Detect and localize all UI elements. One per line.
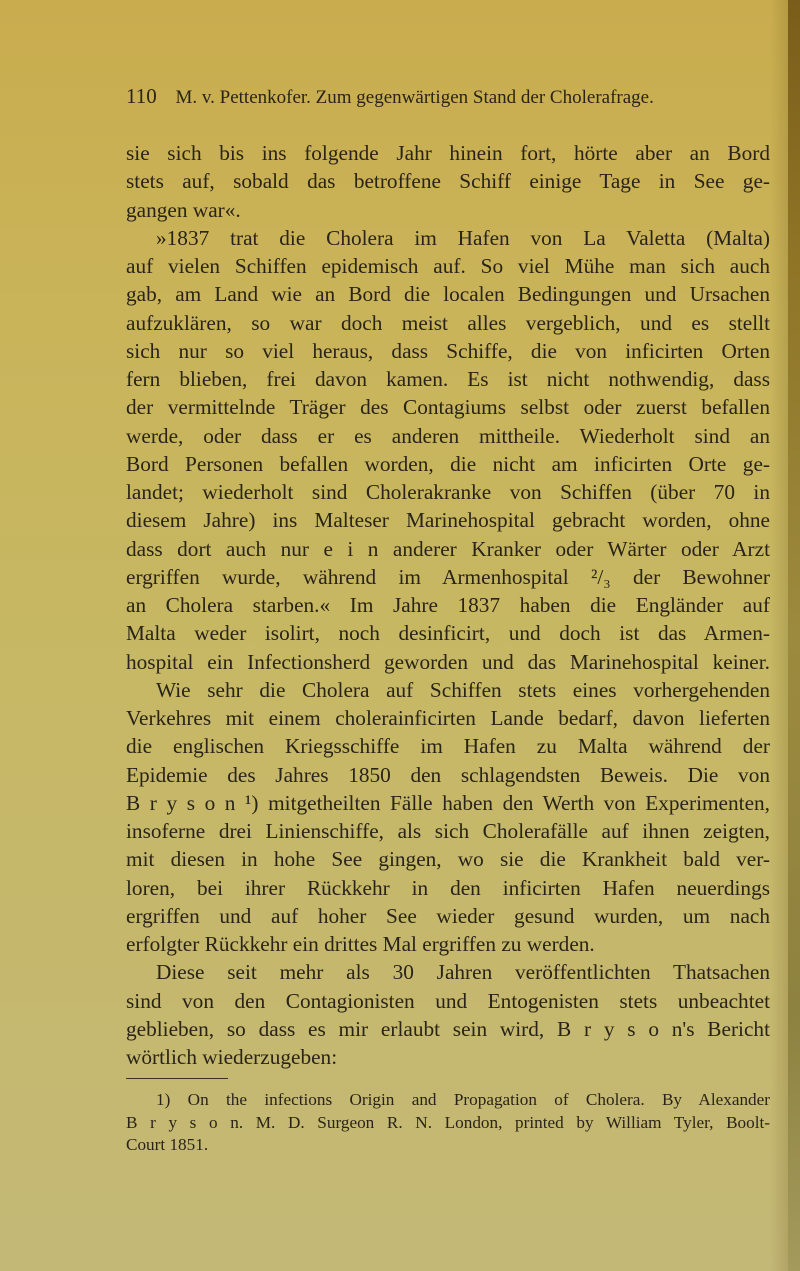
- text-line: sich nur so viel heraus, dass Schiffe, die von inficirten Orten: [126, 338, 770, 363]
- text-line: loren, bei ihrer Rückkehr in den inficirten Hafen neuerdings: [126, 875, 770, 900]
- footnote-line: Court 1851.: [126, 1135, 209, 1154]
- running-head-title: M. v. Pettenkofer. Zum gegenwärtigen Stand der Cholerafrage.: [175, 87, 654, 108]
- text-line: hospital ein Infectionsherd geworden und das Marinehospital keiner.: [126, 649, 770, 674]
- text-line: B r y s o n ¹) mitgetheilten Fälle haben den Werth von Experimenten,: [126, 790, 770, 815]
- text-line: ergriffen und auf hoher See wieder gesund wurden, um nach: [126, 903, 770, 928]
- page-gutter-shadow: [770, 0, 788, 1271]
- text-line: wörtlich wiederzugeben:: [126, 1045, 338, 1069]
- text-line: Wie sehr die Cholera auf Schiffen stets eines vorhergehenden: [156, 677, 770, 702]
- text-line: sie sich bis ins folgende Jahr hinein fort, hörte aber an Bord: [126, 141, 770, 165]
- text-line: insoferne drei Linienschiffe, als sich Cholerafälle auf ihnen zeigten,: [126, 819, 770, 843]
- running-header: [126, 84, 776, 109]
- text-line: gab, am Land wie an Bord die localen Bedingungen und Ursachen: [126, 282, 770, 307]
- text-line: der vermittelnde Träger des Contagiums selbst oder zuerst befallen: [126, 395, 770, 420]
- text-line: diesem Jahre) ins Malteser Marinehospital gebracht worden, ohne: [126, 508, 770, 533]
- text-line: sind von den Contagionisten und Entogenisten stets unbeachtet: [126, 988, 770, 1013]
- text-line: Bord Personen befallen worden, die nicht am inficirten Orte ge-: [126, 451, 770, 476]
- text-line: »1837 trat die Cholera im Hafen von La Valetta (Malta): [156, 225, 770, 250]
- text-line: geblieben, so dass es mir erlaubt sein wird, B r y s o n's Bericht: [126, 1016, 770, 1041]
- text-line: aufzuklären, so war doch meist alles vergeblich, und es stellt: [126, 310, 770, 335]
- footnote-separator: [126, 1078, 228, 1079]
- text-line: landet; wiederholt sind Cholerakranke von Schiffen (über 70 in: [126, 480, 770, 504]
- text-line: dass dort auch nur e i n anderer Kranker oder Wärter oder Arzt: [126, 536, 770, 561]
- footnote: [126, 1089, 770, 1157]
- text-line: die englischen Kriegsschiffe im Hafen zu Malta während der: [126, 734, 770, 759]
- footnote-line: B r y s o n. M. D. Surgeon R. N. London, printed by William Tyler, Boolt-: [126, 1112, 770, 1132]
- text-line: an Cholera starben.« Im Jahre 1837 haben die Engländer auf: [126, 593, 770, 617]
- text-line: erfolgter Rückkehr ein drittes Mal ergriffen zu werden.: [126, 932, 595, 956]
- body-text: [126, 139, 770, 1071]
- text-line: werde, oder dass er es anderen mittheile. Wiederholt sind an: [126, 423, 770, 448]
- page-number: 110: [126, 84, 157, 108]
- text-line: Verkehres mit einem cholerainficirten Lande bedarf, davon lieferten: [126, 706, 770, 730]
- text-line: fern blieben, frei davon kamen. Es ist nicht nothwendig, dass: [126, 367, 770, 391]
- text-line: stets auf, sobald das betroffene Schiff einige Tage in See ge-: [126, 169, 770, 194]
- text-line: Epidemie des Jahres 1850 den schlagendsten Beweis. Die von: [126, 762, 770, 787]
- book-binding-edge: [788, 0, 800, 1271]
- text-line: gangen war«.: [126, 197, 241, 222]
- text-line: ergriffen wurde, während im Armenhospital ²/₃ der Bewohner: [126, 564, 770, 589]
- text-line: Malta weder isolirt, noch desinficirt, und doch ist das Armen-: [126, 621, 770, 646]
- text-line: mit diesen in hohe See gingen, wo sie die Krankheit bald ver-: [126, 847, 770, 872]
- text-line: auf vielen Schiffen epidemisch auf. So viel Mühe man sich auch: [126, 254, 770, 278]
- text-line: Diese seit mehr als 30 Jahren veröffentlichten Thatsachen: [156, 960, 770, 985]
- footnote-line: 1) On the infections Origin and Propagation of Cholera. By Alexander: [156, 1090, 770, 1109]
